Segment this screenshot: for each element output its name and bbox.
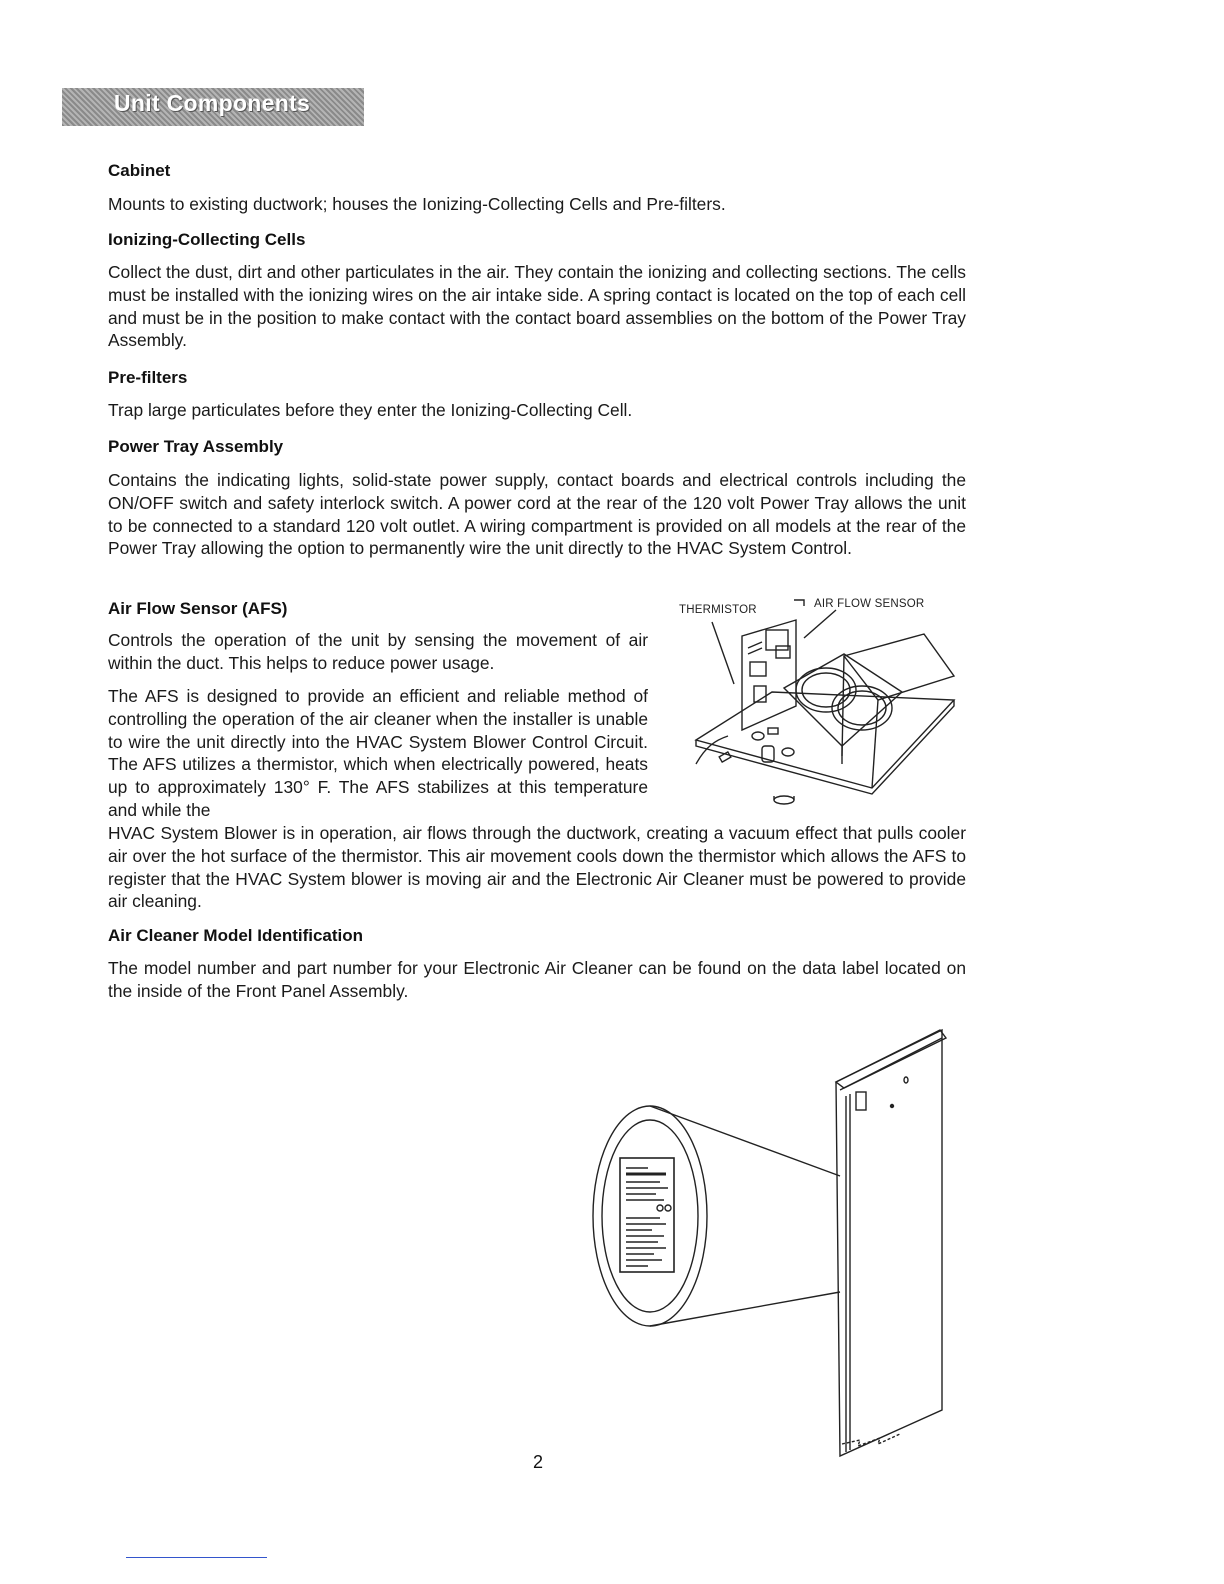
page-number: 2 [533, 1452, 544, 1472]
footer-rule [126, 1557, 267, 1558]
paragraph-afs-detail: The AFS is designed to provide an efficient and reliable method of controlling the operation of the air cleaner when the installer is unable to wire the unit directly into the HVAC System Blower Control Circuit. The AFS utilizes a thermistor, which when electrically powered, heats up to approximately 130° F. The AFS stabilizes at this temperature and while the [108, 686, 648, 820]
label-thermistor: THERMISTOR [679, 604, 757, 616]
heading-power-tray: Power Tray Assembly [108, 437, 284, 456]
heading-afs: Air Flow Sensor (AFS) [108, 599, 288, 618]
heading-prefilters: Pre-filters [108, 368, 188, 387]
heading-cells: Ionizing-Collecting Cells [108, 230, 306, 249]
front-panel-illustration [590, 1026, 950, 1486]
label-air-flow-sensor: AIR FLOW SENSOR [814, 598, 925, 610]
paragraph-cabinet: Mounts to existing ductwork; houses the Ionizing-Collecting Cells and Pre-filters. [108, 194, 726, 214]
paragraph-afs-continued: HVAC System Blower is in operation, air flows through the ductwork, creating a vacuum effect that pulls cooler air over the hot surface of the thermistor. This air movement cools down the thermistor which allows the AFS to register that the HVAC System blower is moving air and the Electronic Air Cleaner must be powered to provide air cleaning. [108, 823, 966, 912]
paragraph-power-tray: Contains the indicating lights, solid-state power supply, contact boards and electrical controls including the ON/OFF switch and safety interlock switch. A power cord at the rear of the 120 volt Power Tray allows the unit to be connected to a standard 120 volt outlet. A wiring compartment is provided on all models at the rear of the Power Tray allowing the option to permanently wire the unit directly to the HVAC System Control. [108, 470, 966, 559]
paragraph-afs-intro: Controls the operation of the unit by sensing the movement of air within the duct. This helps to reduce power usage. [108, 630, 648, 673]
afs-illustration [676, 596, 966, 806]
section-title: Unit Components [114, 90, 311, 116]
paragraph-model-id: The model number and part number for your Electronic Air Cleaner can be found on the data label located on the inside of the Front Panel Assembly. [108, 958, 966, 1001]
heading-cabinet: Cabinet [108, 161, 171, 180]
paragraph-cells: Collect the dust, dirt and other particulates in the air. They contain the ionizing and collecting sections. The cells must be installed with the ionizing wires on the air intake side. A spring contact is located on the top of each cell and must be in the position to make contact with the contact board assemblies on the bottom of the Power Tray Assembly. [108, 262, 966, 351]
heading-model-id: Air Cleaner Model Identification [108, 926, 364, 945]
paragraph-prefilters: Trap large particulates before they enter the Ionizing-Collecting Cell. [108, 400, 633, 420]
